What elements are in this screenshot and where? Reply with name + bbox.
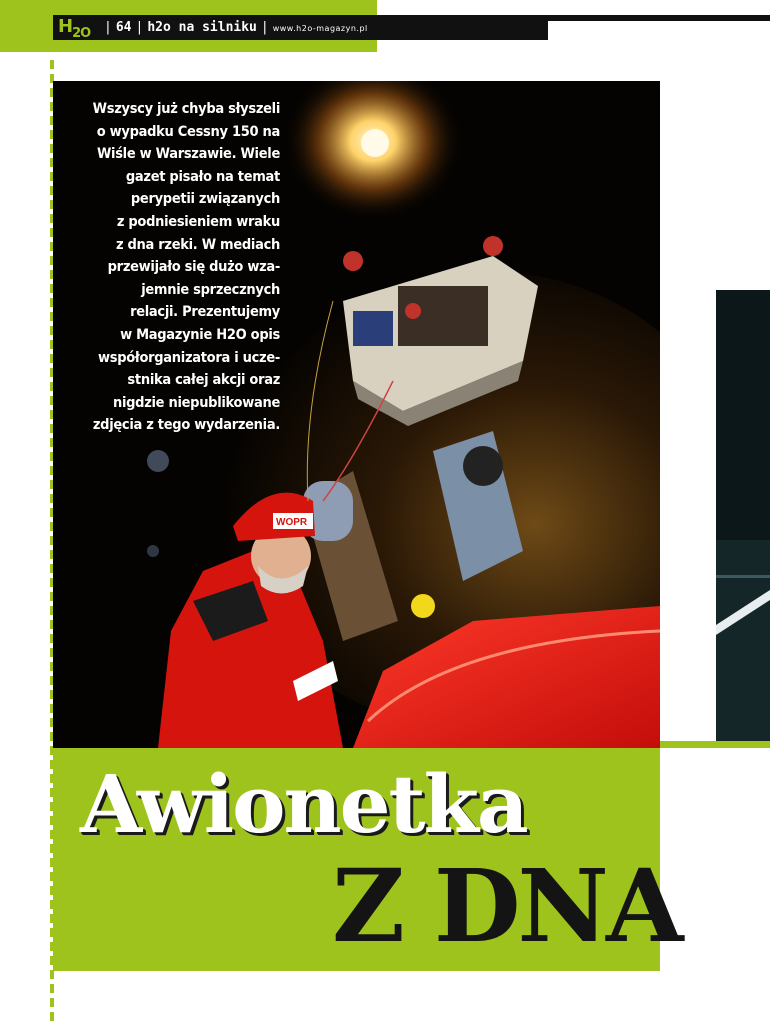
page-number: 64 bbox=[115, 20, 132, 35]
intro-line: przewijało się dużo wza- bbox=[107, 259, 280, 276]
running-header bbox=[100, 15, 368, 40]
logo-main: H bbox=[58, 16, 73, 37]
side-green-rule bbox=[660, 741, 770, 748]
intro-line: stnika całej akcji oraz bbox=[127, 372, 280, 389]
intro-line: nigdzie niepublikowane bbox=[112, 394, 280, 411]
intro-line: relacji. Prezentujemy bbox=[130, 304, 280, 321]
intro-line: współorganizatora i ucze- bbox=[97, 349, 280, 366]
article-intro bbox=[60, 98, 280, 437]
intro-line: o wypadku Cessny 150 na bbox=[96, 123, 280, 140]
cap-badge: WOPR bbox=[276, 517, 308, 528]
headline-line2: Z DNA bbox=[332, 847, 681, 965]
magazine-logo[interactable] bbox=[58, 13, 98, 41]
headline-line1: Awionetka bbox=[80, 757, 527, 851]
logo-sub: 2O bbox=[72, 26, 91, 41]
intro-line: jemnie sprzecznych bbox=[141, 281, 280, 298]
intro-line: gazet pisało na temat bbox=[125, 168, 280, 185]
header-rule bbox=[548, 15, 770, 21]
intro-line: z podniesieniem wraku bbox=[116, 213, 280, 230]
side-photo-strip bbox=[716, 290, 770, 743]
section-name: h2o na silniku bbox=[147, 20, 257, 35]
intro-line: Wiśle w Warszawie. Wiele bbox=[96, 146, 280, 163]
header-separator: | bbox=[260, 20, 269, 35]
intro-line: w Magazynie H2O opis bbox=[120, 326, 280, 343]
intro-line: zdjęcia z tego wydarzenia. bbox=[92, 417, 280, 434]
intro-line: perypetii związanych bbox=[130, 191, 280, 208]
website-url[interactable]: www.h2o-magazyn.pl bbox=[272, 24, 368, 33]
header-separator: | bbox=[135, 20, 144, 35]
intro-line: z dna rzeki. W mediach bbox=[115, 236, 280, 253]
intro-line: Wszyscy już chyba słyszeli bbox=[92, 101, 280, 117]
header-separator: | bbox=[104, 20, 112, 35]
